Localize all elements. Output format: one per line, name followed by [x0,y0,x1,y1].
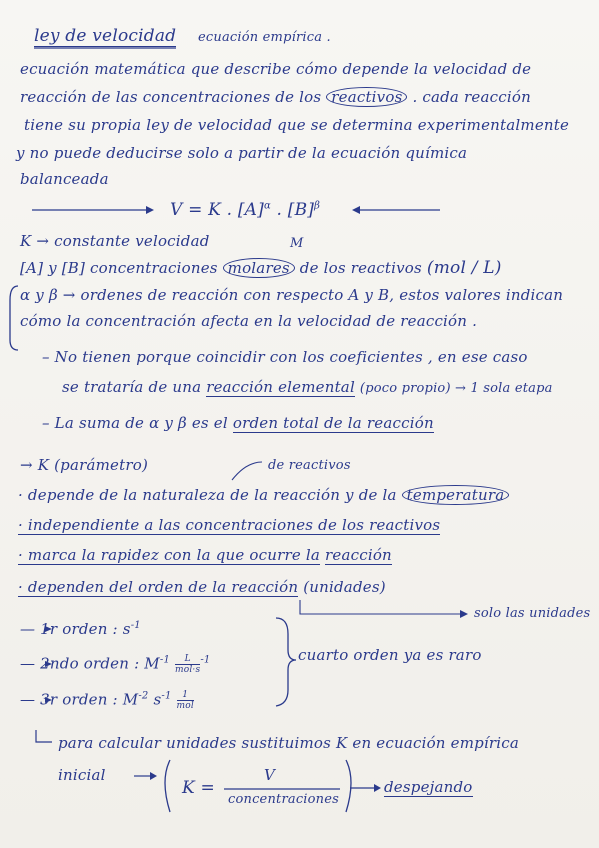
orders-bracket [10,286,18,350]
sum-order-note: – La suma de α y β es el orden total de la reacción [42,414,434,432]
arrow-left-head [146,206,154,214]
first-order: — 1r orden : $s^{-1}$ [20,620,141,638]
orders-line-2: cómo la concentración afecta en la velocidad de reacción . [20,312,478,330]
definition-line-1: ecuación matemática que describe cómo depende la velocidad de [20,60,532,78]
k-parameter: → K (parámetro) [20,456,149,474]
definition-line-3: tiene su propia ley de velocidad que se determina experimentalmente [24,116,570,134]
independent-line: · independiente a las concentraciones de los reactivos [18,516,441,534]
k-formula-den: concentraciones [228,792,340,807]
coefficient-note-1: – No tienen porque coincidir con los coeficientes , en ese caso [42,348,528,366]
formula-paren-left [165,760,170,812]
despejando-note: despejando [384,778,473,796]
m-note: M [290,236,304,251]
solo-unidades-note: solo las unidades [474,606,591,621]
temperatura-circled: temperatura [402,485,510,505]
calc-arrow [36,730,52,742]
de-reactivos-note: de reactivos [268,458,351,473]
title-note: ecuación empírica . [198,30,331,45]
calc-line-1: para calcular unidades sustituimos K en ecuación empírica [58,734,520,752]
k-definition: K → constante velocidad [20,232,210,250]
rapidez-line: · marca la rapidez con la que ocurre la reacción [18,546,392,564]
rate-law-equation: V = K . $[A]^\alpha$ . $[B]^\beta$ [170,200,321,220]
third-order: — 3r orden : $M^{-2}$ $s^{-1}$ 1 mol [20,690,194,711]
reactivos-circled: reactivos [326,87,407,107]
unidades-connector [300,600,460,614]
formula-paren-right [346,760,351,812]
fourth-order-note: cuarto orden ya es raro [298,646,482,664]
depends-line: · depende de la naturaleza de la reacción y de la temperatura [18,486,509,504]
order-brace [276,618,296,706]
k-formula-num: V [264,766,276,784]
definition-line-4: y no puede deducirse solo a partir de la ecuación química [16,144,468,162]
molares-circled: molares [223,258,295,278]
arrow-right-head [352,206,360,214]
curve-arrow-reactivos [232,462,262,480]
second-order: — 2ndo orden : $M^{-1}$ L mol·s $^{-1}$ [20,654,211,675]
coefficient-note-2: se trataría de una reacción elemental (poco propio) → 1 sola etapa [62,378,553,396]
calc-line-2: inicial [58,766,106,784]
definition-line-2: reacción de las concentraciones de los reactivos . cada reacción [20,88,531,106]
k-formula-lhs: K = [182,778,215,798]
definition-line-5: balanceada [20,170,109,188]
page-title: ley de velocidad [34,26,177,46]
units-line: · dependen del orden de la reacción (unidades) [18,578,386,596]
orders-line-1: α y β → ordenes de reacción con respecto A y B, estos valores indican [20,286,564,304]
concentrations-line: [A] y [B] concentraciones molares de los reactivos (mol / L) [20,258,502,278]
